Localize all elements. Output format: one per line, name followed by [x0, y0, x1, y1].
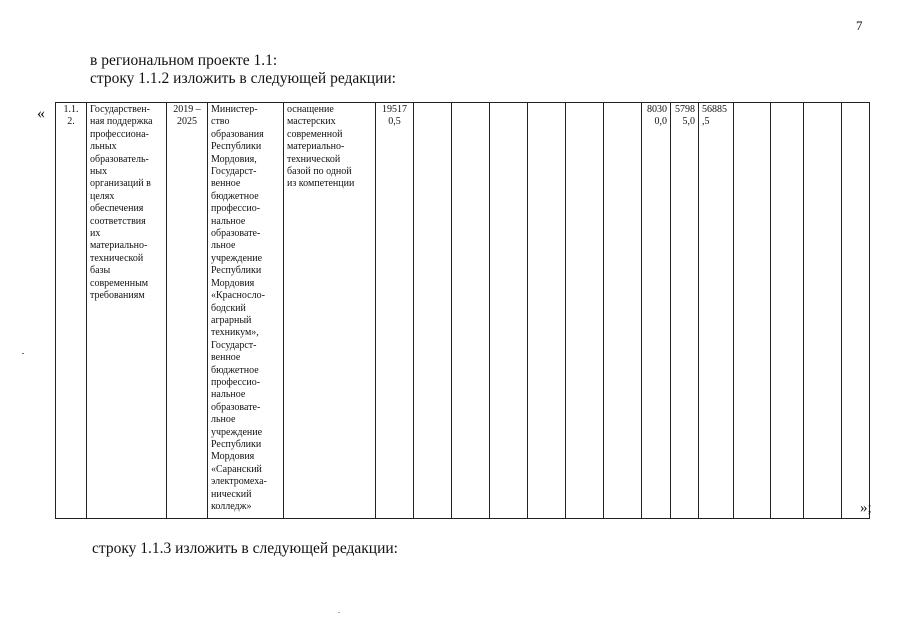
opening-quote: « — [37, 105, 45, 122]
cell-col9 — [490, 103, 528, 519]
cell-col14: 5798 5,0 — [671, 103, 699, 519]
cell-col15: 56885 ,5 — [699, 103, 734, 519]
cell-col11 — [566, 103, 604, 519]
cell-executors: Министер- ство образования Республики Мордовия, Государст- венное бюджетное профессио- нальное образовате- льное учреждение Республики Мордовия «Краснослo- бодский аграрный техникум», Государст- венное бюджетное профессио- нальное образовате- льное учреждение Республики Мордовия «Саранский электромеха- нический колледж» — [208, 103, 284, 519]
cell-col18 — [804, 103, 842, 519]
cell-col19 — [842, 103, 870, 519]
cell-number: 1.1. 2. — [56, 103, 87, 519]
page-number: 7 — [856, 18, 863, 33]
cell-indicator: оснащение мастерских современной материально- технической базой по одной из компетенции — [284, 103, 376, 519]
scan-speck — [22, 353, 24, 354]
cell-col13: 8030 0,0 — [642, 103, 671, 519]
cell-col8 — [452, 103, 490, 519]
intro-line-1: в региональном проекте 1.1: — [90, 52, 278, 69]
closing-quote: »; — [860, 500, 872, 516]
cell-col12 — [604, 103, 642, 519]
cell-col16 — [734, 103, 771, 519]
cell-col7 — [414, 103, 452, 519]
cell-years: 2019 – 2025 — [167, 103, 208, 519]
table-row — [56, 103, 870, 519]
closing-line: строку 1.1.3 изложить в следующей редакции: — [92, 540, 398, 557]
cell-col17 — [771, 103, 804, 519]
intro-line-2: строку 1.1.2 изложить в следующей редакции: — [90, 70, 396, 87]
scan-speck — [338, 612, 340, 613]
cell-name: Государствен- ная поддержка профессиона- льных образователь- ных организаций в целях обеспечения соответствия их материально- технической базы современным требованиям — [87, 103, 167, 519]
project-table — [55, 102, 870, 519]
cell-total: 19517 0,5 — [376, 103, 414, 519]
cell-col10 — [528, 103, 566, 519]
